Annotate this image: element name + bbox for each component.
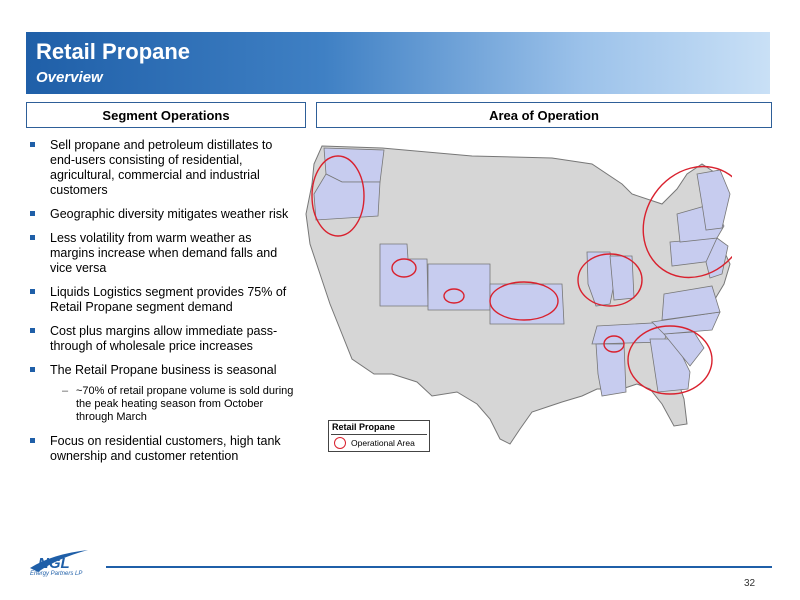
bullet-item	[28, 324, 296, 354]
bullet-marker	[30, 289, 35, 294]
bullet-text: Liquids Logistics segment provides 75% of Retail Propane segment demand	[50, 285, 287, 314]
title-bar	[26, 32, 770, 94]
bullet-marker	[30, 328, 35, 333]
dash-marker: –	[62, 385, 69, 397]
bullet-item	[28, 231, 296, 276]
bullet-item	[28, 138, 296, 198]
bullet-list	[28, 138, 296, 473]
bullet-text: Focus on residential customers, high tank ownership and customer retention	[50, 434, 281, 463]
page-subtitle: Overview	[36, 69, 103, 86]
footer-divider	[106, 566, 772, 568]
logo-subtitle: Energy Partners LP	[30, 571, 83, 577]
bullet-item	[28, 434, 296, 464]
bullet-text: Sell propane and petroleum distillates to end-users consisting of residential, agricultural, commercial and industrial customers	[50, 138, 273, 197]
indiana-state	[610, 256, 634, 300]
legend-divider	[331, 434, 427, 435]
bullet-item	[28, 285, 296, 315]
legend-title: Retail Propane	[332, 422, 396, 432]
sub-bullet-text: ~70% of retail propane volume is sold during the peak heating season from October through March	[76, 385, 294, 423]
bullet-marker	[30, 142, 35, 147]
sub-bullet-item	[28, 385, 296, 424]
page-title: Retail Propane	[36, 39, 191, 64]
bullet-text: The Retail Propane business is seasonal	[50, 363, 277, 377]
bullet-text: Geographic diversity mitigates weather risk	[50, 207, 289, 221]
bullet-marker	[30, 438, 35, 443]
logo-text: NGL	[38, 555, 70, 572]
colorado-state	[428, 264, 490, 310]
bullet-marker	[30, 235, 35, 240]
bullet-item	[28, 363, 296, 378]
legend-circle-icon	[334, 437, 346, 449]
area-of-operation-header: Area of Operation	[316, 102, 772, 128]
bullet-text: Less volatility from warm weather as margins increase when demand falls and vice versa	[50, 231, 278, 275]
bullet-item	[28, 207, 296, 222]
legend-item-label: Operational Area	[351, 438, 415, 448]
bullet-text: Cost plus margins allow immediate pass-through of wholesale price increases	[50, 324, 278, 353]
map-legend	[328, 420, 430, 452]
bullet-marker	[30, 211, 35, 216]
page-number: 32	[744, 578, 756, 589]
segment-operations-header: Segment Operations	[26, 102, 306, 128]
bullet-marker	[30, 367, 35, 372]
